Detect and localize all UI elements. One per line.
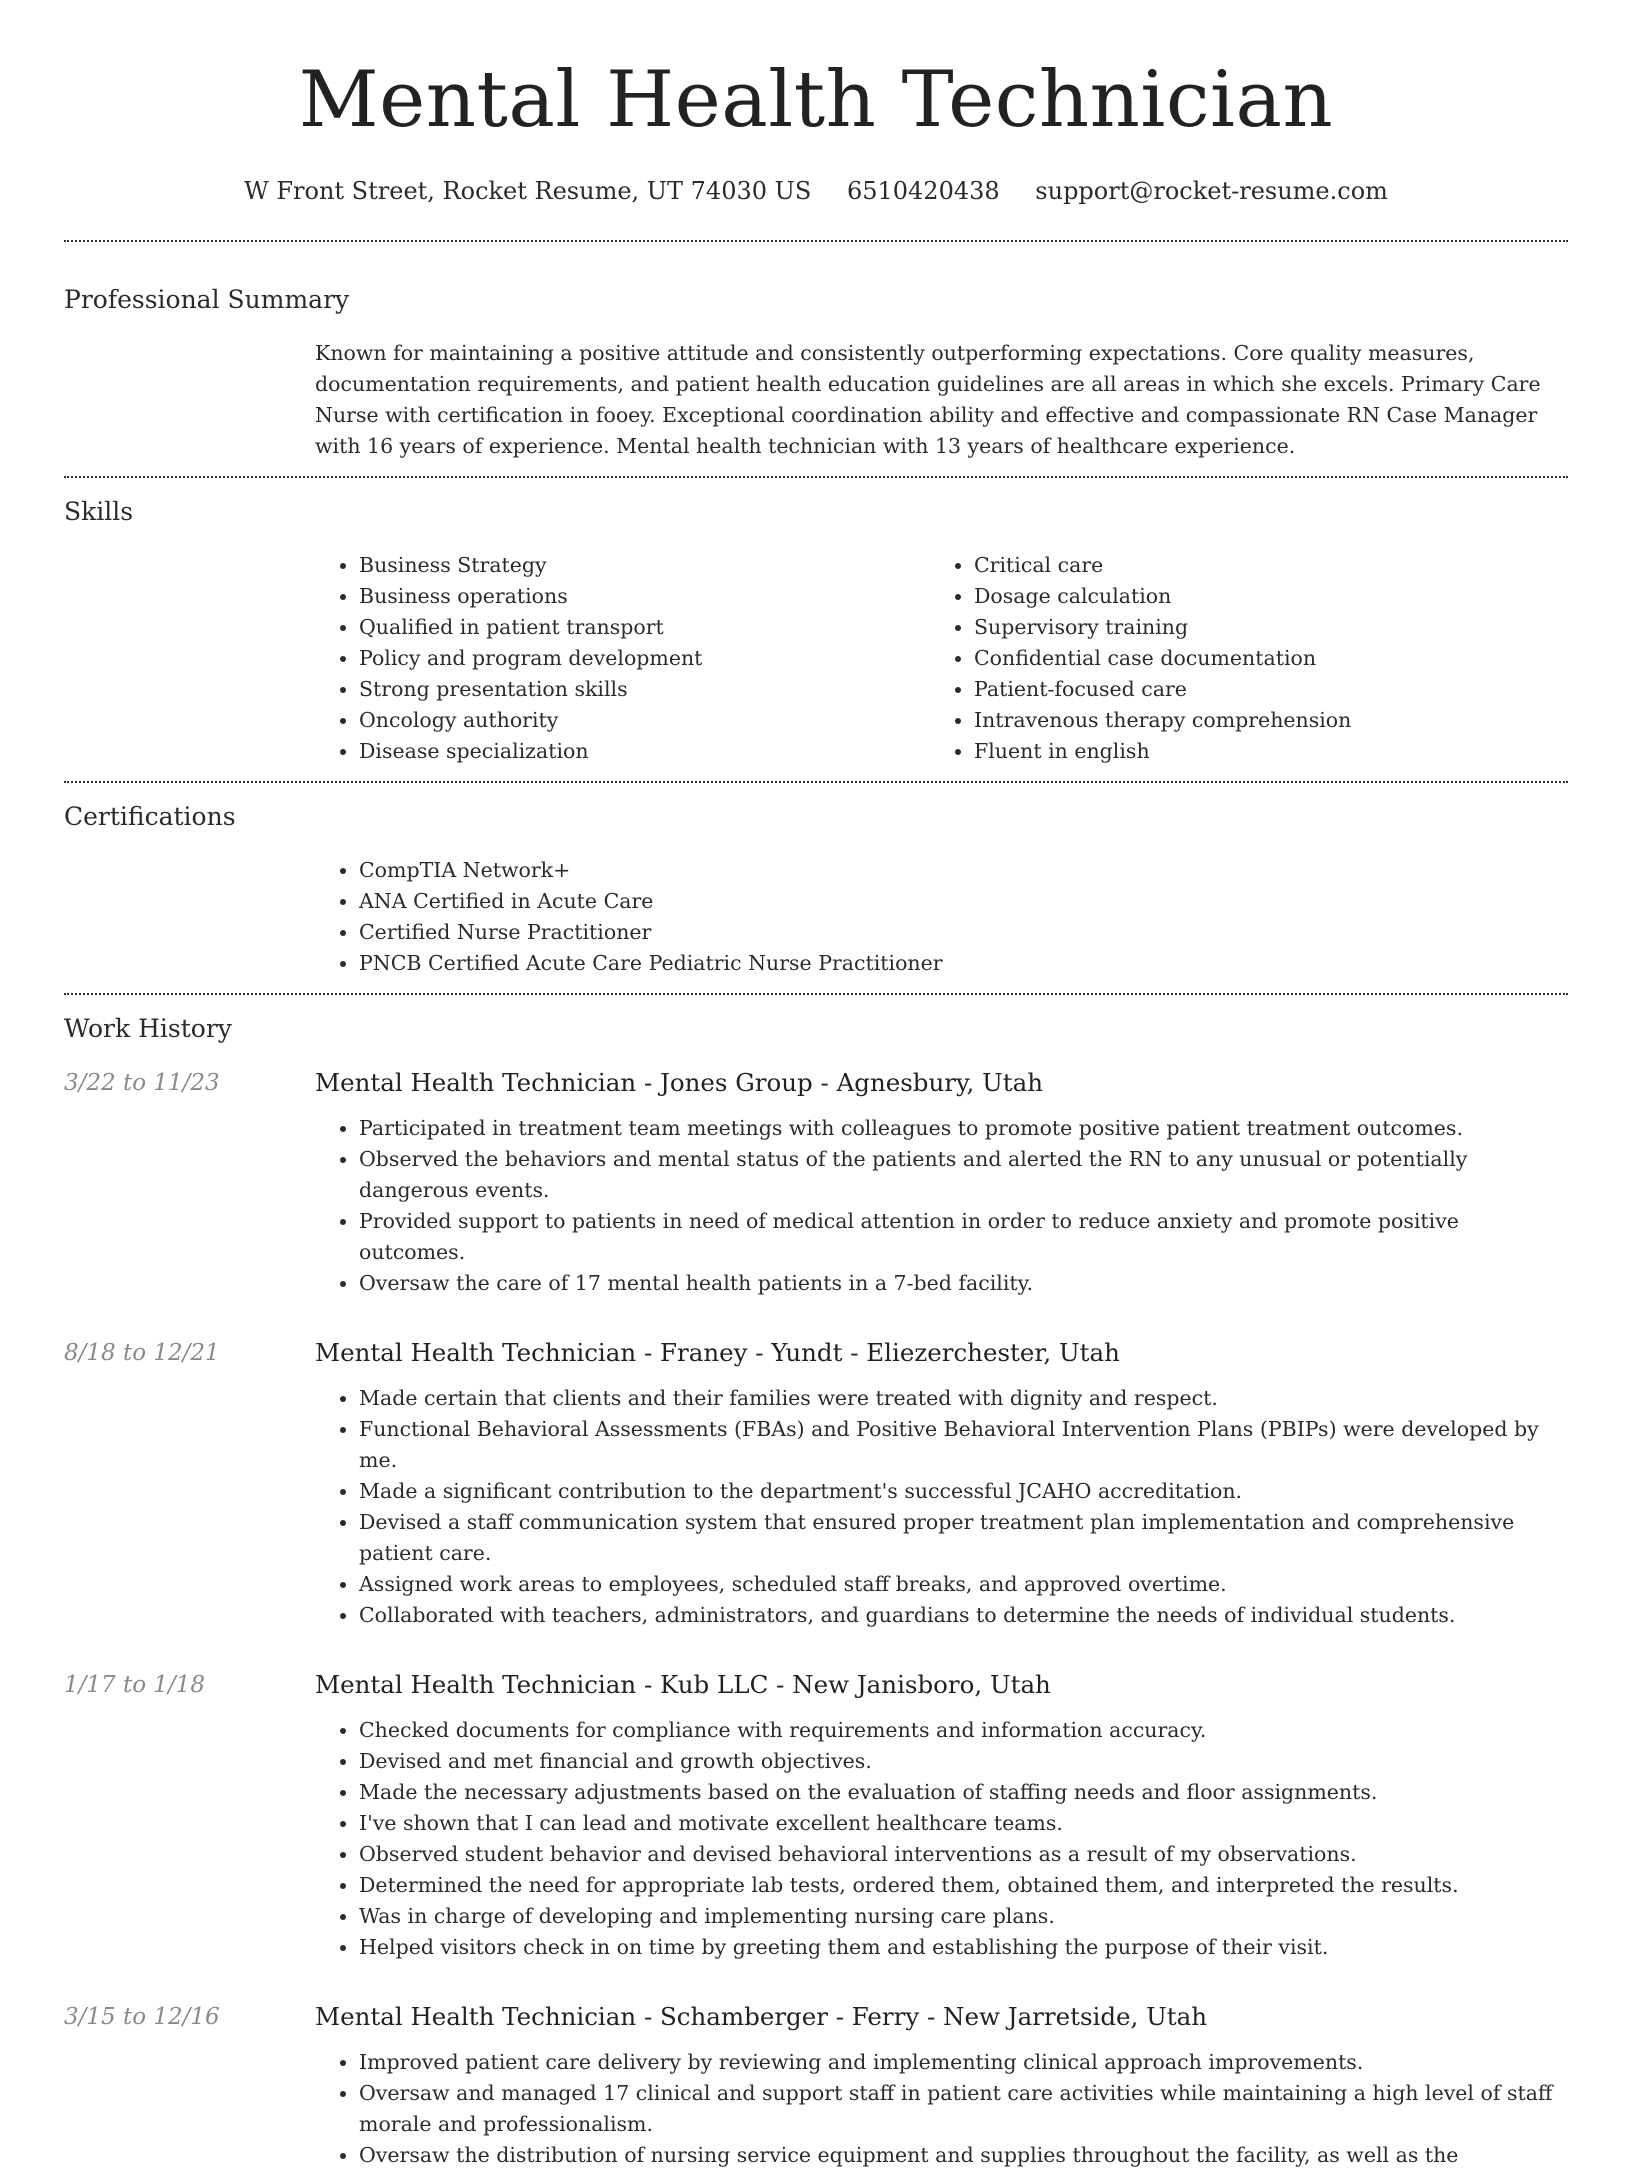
work-history-heading: Work History — [64, 1014, 232, 1043]
job-dates: 3/22 to 11/23 — [64, 1070, 220, 1096]
certifications-list — [315, 855, 1568, 979]
skill-item: • Intravenous therapy comprehension — [974, 705, 1545, 736]
job-bullet: • Devised and met financial and growth objectives. — [359, 1746, 1568, 1777]
resume-header — [64, 52, 1568, 206]
job-entry — [64, 1337, 1568, 1631]
skills-grid — [315, 550, 1568, 767]
job-bullet: • Made certain that clients and their families were treated with dignity and respect. — [359, 1383, 1568, 1414]
job-entry — [64, 1669, 1568, 1963]
job-bullet: • Oversaw and managed 17 clinical and support staff in patient care activities while maintaining a high level of staff morale and professionalism. — [359, 2078, 1568, 2140]
job-content — [315, 2001, 1568, 2171]
skill-item: • Business operations — [359, 581, 930, 612]
work-history-list — [64, 1067, 1568, 2171]
job-bullets — [315, 2047, 1568, 2171]
job-content — [315, 1669, 1568, 1963]
contact-line — [64, 176, 1568, 206]
job-bullet: • Oversaw the care of 17 mental health patients in a 7-bed facility. — [359, 1268, 1568, 1299]
job-bullet: • Made the necessary adjustments based on the evaluation of staffing needs and floor assignments. — [359, 1777, 1568, 1808]
skill-item: • Business Strategy — [359, 550, 930, 581]
job-bullet: • Participated in treatment team meetings with colleagues to promote positive patient treatment outcomes. — [359, 1113, 1568, 1144]
certification-item: • CompTIA Network+ — [359, 855, 1568, 886]
job-bullet: • Made a significant contribution to the department's successful JCAHO accreditation. — [359, 1476, 1568, 1507]
job-dates: 3/15 to 12/16 — [64, 2004, 220, 2030]
skills-heading: Skills — [64, 497, 134, 526]
job-bullet: • I've shown that I can lead and motivate excellent healthcare teams. — [359, 1808, 1568, 1839]
resume-name: Mental Health Technician — [298, 55, 1334, 145]
skills-list-right — [930, 550, 1545, 767]
job-dates: 1/17 to 1/18 — [64, 1672, 206, 1698]
skill-item: • Oncology authority — [359, 705, 930, 736]
job-entry — [64, 2001, 1568, 2171]
job-bullet: • Collaborated with teachers, administrators, and guardians to determine the needs of individual students. — [359, 1600, 1568, 1631]
skill-item: • Strong presentation skills — [359, 674, 930, 705]
job-bullet-list — [315, 1383, 1568, 1631]
job-bullet: • Observed the behaviors and mental status of the patients and alerted the RN to any unusual or potentially dangerous events. — [359, 1144, 1568, 1206]
skill-item: • Disease specialization — [359, 736, 930, 767]
skill-item: • Confidential case documentation — [974, 643, 1545, 674]
contact-email: support@rocket-resume.com — [1035, 177, 1388, 205]
skill-item: • Policy and program development — [359, 643, 930, 674]
skill-item: • Dosage calculation — [974, 581, 1545, 612]
section-divider — [64, 240, 1568, 242]
certifications-items — [315, 855, 1568, 979]
job-title: Mental Health Technician - Franey - Yundt - Eliezerchester, Utah — [315, 1338, 1120, 1367]
job-bullet: • Oversaw the distribution of nursing service equipment and supplies throughout the facility, as well as the — [359, 2140, 1568, 2171]
skill-item: • Fluent in english — [974, 736, 1545, 767]
section-divider — [64, 781, 1568, 783]
job-bullet: • Devised a staff communication system that ensured proper treatment plan implementation and comprehensive patient care. — [359, 1507, 1568, 1569]
section-divider — [64, 993, 1568, 995]
certification-item: • ANA Certified in Acute Care — [359, 886, 1568, 917]
job-title: Mental Health Technician - Jones Group - Agnesbury, Utah — [315, 1068, 1044, 1097]
summary-heading: Professional Summary — [64, 285, 350, 314]
skill-item: • Patient-focused care — [974, 674, 1545, 705]
contact-address: W Front Street, Rocket Resume, UT 74030 US — [244, 177, 812, 205]
certifications-heading: Certifications — [64, 802, 236, 831]
job-bullet-list — [315, 2047, 1568, 2171]
summary-text: Known for maintaining a positive attitude and consistently outperforming expectations. Core quality measures, documentation requirements, and patient health education guidelines are all areas in which she excels. Primary Care Nurse with certification in fooey. Exceptional coordination ability and effective and compassionate RN Case Manager with 16 years of experience. Mental health technician with 13 years of healthcare experience. — [315, 341, 1541, 458]
contact-phone: 6510420438 — [846, 177, 1000, 205]
job-title: Mental Health Technician - Schamberger - Ferry - New Jarretside, Utah — [315, 2002, 1207, 2031]
job-bullets — [315, 1383, 1568, 1631]
certification-item: • Certified Nurse Practitioner — [359, 917, 1568, 948]
job-content — [315, 1067, 1568, 1299]
job-dates: 8/18 to 12/21 — [64, 1340, 220, 1366]
skill-item: • Qualified in patient transport — [359, 612, 930, 643]
job-bullet-list — [315, 1113, 1568, 1299]
job-bullet: • Functional Behavioral Assessments (FBAs) and Positive Behavioral Intervention Plans (PBIPs) were developed by me. — [359, 1414, 1568, 1476]
job-bullet: • Improved patient care delivery by reviewing and implementing clinical approach improvements. — [359, 2047, 1568, 2078]
job-bullet: • Provided support to patients in need of medical attention in order to reduce anxiety and promote positive outcomes. — [359, 1206, 1568, 1268]
job-content — [315, 1337, 1568, 1631]
certification-item: • PNCB Certified Acute Care Pediatric Nurse Practitioner — [359, 948, 1568, 979]
job-title: Mental Health Technician - Kub LLC - New Janisboro, Utah — [315, 1670, 1051, 1699]
skills-list-left — [315, 550, 930, 767]
job-bullet: • Was in charge of developing and implementing nursing care plans. — [359, 1901, 1568, 1932]
job-bullet: • Checked documents for compliance with requirements and information accuracy. — [359, 1715, 1568, 1746]
job-bullet: • Determined the need for appropriate lab tests, ordered them, obtained them, and interpreted the results. — [359, 1870, 1568, 1901]
skill-item: • Critical care — [974, 550, 1545, 581]
section-divider — [64, 476, 1568, 478]
job-bullet-list — [315, 1715, 1568, 1963]
job-bullet: • Observed student behavior and devised behavioral interventions as a result of my observations. — [359, 1839, 1568, 1870]
job-entry — [64, 1067, 1568, 1299]
job-bullets — [315, 1715, 1568, 1963]
job-bullet: • Assigned work areas to employees, scheduled staff breaks, and approved overtime. — [359, 1569, 1568, 1600]
job-bullets — [315, 1113, 1568, 1299]
job-bullet: • Helped visitors check in on time by greeting them and establishing the purpose of their visit. — [359, 1932, 1568, 1963]
skill-item: • Supervisory training — [974, 612, 1545, 643]
